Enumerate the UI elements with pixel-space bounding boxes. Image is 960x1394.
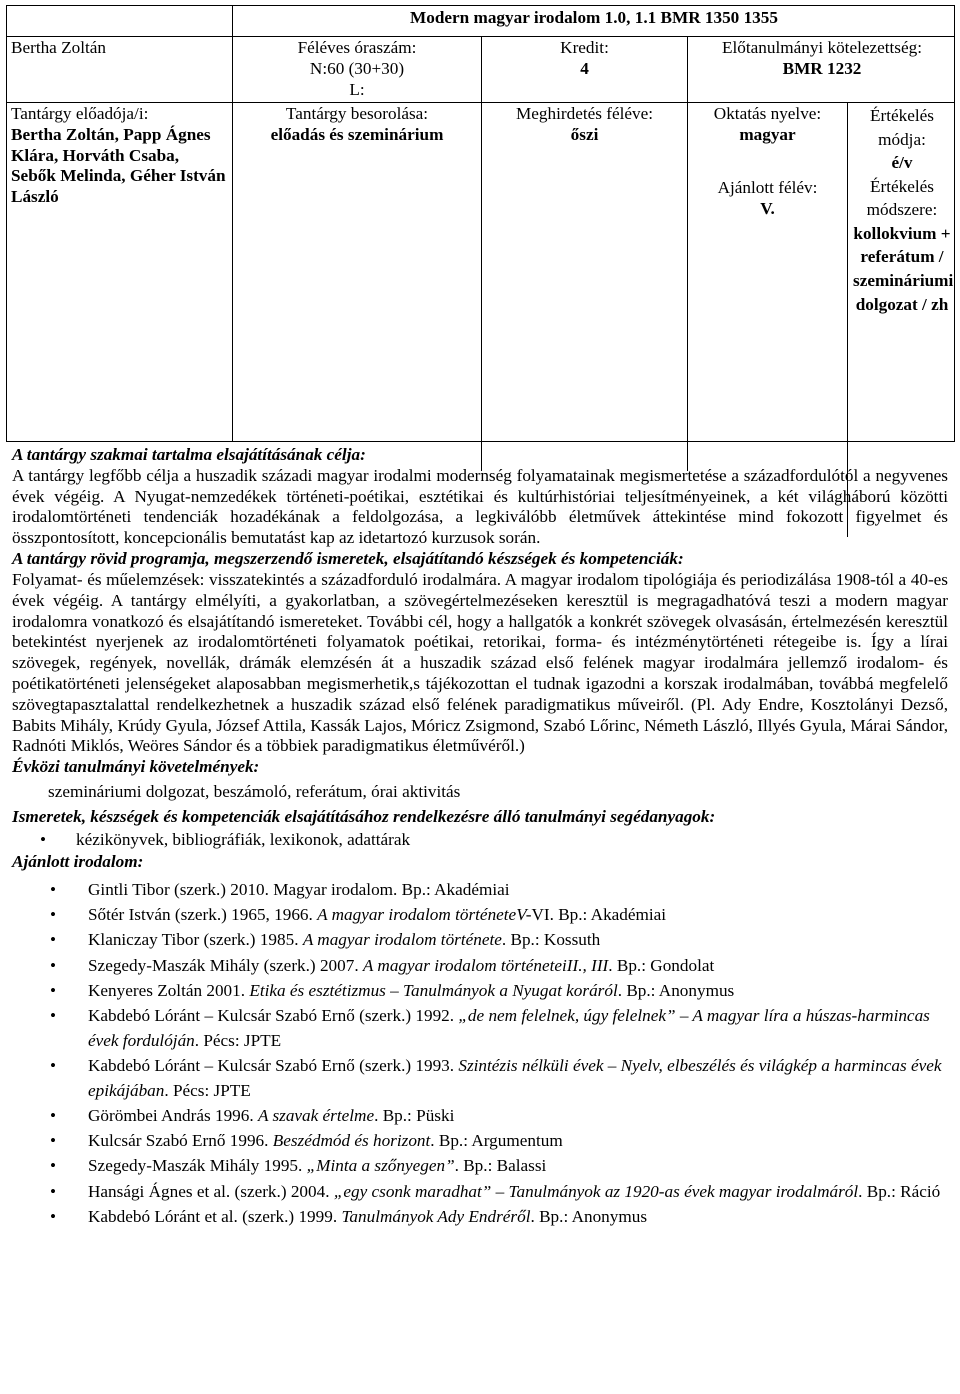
document-body: [12, 445, 948, 1229]
prereq-label: Előtanulmányi kötelezettség:: [722, 38, 922, 57]
literature-title: A szavak értelme: [257, 1106, 375, 1126]
literature-item: [12, 1128, 948, 1153]
literature-publisher: . Bp.: Kossuth: [501, 930, 601, 950]
literature-publisher: . Pécs: JPTE: [164, 1081, 251, 1101]
bullet-icon: •: [50, 1005, 57, 1025]
literature-item: [12, 927, 948, 952]
prereq-cell: [688, 38, 956, 80]
literature-title: Tanulmányok Ady Endréről: [341, 1206, 531, 1226]
eval-mode-value: é/v: [891, 153, 913, 173]
eval-method-value: kollokvium + referátum / szemináriumi dolgozat / zh: [853, 223, 954, 314]
literature-publisher: . Bp.: Püski: [374, 1106, 455, 1126]
requirements-text: szemináriumi dolgozat, beszámoló, referátum, órai aktivitás: [48, 782, 461, 801]
table-rule: [687, 36, 688, 471]
credit-value: 4: [580, 58, 589, 78]
hours-value: N:60 (30+30): [309, 58, 405, 78]
hours-l: L:: [349, 79, 365, 99]
presenters-label: Tantárgy előadója/i:: [11, 104, 149, 123]
resources-heading: Ismeretek, készségek és kompetenciák elsajátításához rendelkezésre álló tanulmányi segédanyagok:: [12, 806, 716, 826]
course-title: Modern magyar irodalom 1.0, 1.1 BMR 1350 1355: [410, 8, 778, 27]
bullet-icon: •: [50, 1056, 57, 1076]
literature-author: Sőtér István (szerk.) 1965, 1966.: [88, 905, 318, 925]
classification-value: előadás és szeminárium: [270, 124, 444, 144]
literature-publisher: . Bp.: Balassi: [454, 1156, 547, 1176]
requirements-heading: Évközi tanulmányi követelmények:: [12, 757, 260, 777]
literature-item: [12, 1153, 948, 1178]
program-text: Folyamat- és műelemzések: visszatekintés a századforduló irodalmára. A magyar irodalom tipológiája és periodizálása 1908-tól a 40-es évek végéig. A tantárgy elmélyíti, a gyakorlatban, a szövegértelmezéseken keresztül is megragadhatóvá teszi a modern magyar irodalomra vonatkozó és elsajátítandó ismereteket. További cél, hogy a hallgatók a konkrét szövegek olvasásán, értelmezésén keresztül betekintést nyerjenek az irodalomtörténeti folyamatok poétikai, retorikai, forma- és intézménytörténeti rétegeibe is. Így a lírai szövegek, regények, novellák, drámák elemzésén át a huszadik század első felének magyar irodalmára jellemző irodalom- és poétikatörténeti jelenségeket alaposabban megismerhetik,s tájékozottan el tudnak igazodni a korszak irodalmában, továbbá megfelelő szövegtapasztalattal rendelkezhetnek a huszadik század első felének paradigmatikus műveiről. (Pl. Ady Endre, Kosztolányi Dezső, Babits Mihály, Krúdy Gyula, József Attila, Kassák Lajos, Móricz Zsigmond, Szabó Lőrinc, Németh László, Illyés Gyula, Márai Sándor, Radnóti Miklós, Weöres Sándor és a többiek paradigmatikus életművéről.): [12, 569, 948, 756]
literature-author: Kulcsár Szabó Ernő 1996.: [88, 1131, 273, 1151]
bullet-icon: •: [50, 1156, 57, 1176]
language-label: Oktatás nyelve:: [713, 104, 822, 123]
presenters-value: Bertha Zoltán, Papp Ágnes Klára, Horváth Csaba, Sebők Melinda, Géher István László: [11, 124, 226, 207]
resources-item: kézikönyvek, bibliográfiák, lexikonok, adattárak: [76, 829, 411, 849]
literature-title: A magyar irodalom történeteiII., III: [362, 955, 609, 975]
language-cell: [688, 104, 847, 146]
literature-publisher: . Bp.: Akadémiai: [393, 880, 510, 900]
literature-item: [12, 902, 948, 927]
bullet-icon: •: [40, 829, 47, 849]
literature-publisher: . Bp.: Gondolat: [608, 955, 715, 975]
bullet-icon: •: [50, 955, 57, 975]
literature-title: Szintézis nélküli évek – Nyelv, elbeszélés és világkép a harmincas évek epikájában: [88, 1056, 942, 1101]
hours-cell: [233, 38, 481, 100]
hours-label: Féléves óraszám:: [297, 38, 417, 57]
lecturer-name: Bertha Zoltán: [11, 38, 106, 57]
literature-author: Kabdebó Lóránt – Kulcsár Szabó Ernő (szerk.) 1993.: [88, 1056, 459, 1076]
literature-author: Gintli Tibor (szerk.) 2010. Magyar irodalom: [88, 880, 394, 900]
literature-title: Beszédmód és horizont: [272, 1131, 431, 1151]
credit-label: Kredit:: [560, 38, 609, 57]
literature-publisher: . Bp.: Anonymus: [617, 980, 735, 1000]
semester-value: őszi: [570, 124, 599, 144]
bullet-icon: •: [50, 1206, 57, 1226]
literature-item: [12, 1003, 948, 1053]
bullet-icon: •: [50, 880, 57, 900]
literature-title: A magyar irodalom története: [302, 930, 502, 950]
literature-item: [12, 1103, 948, 1128]
bullet-icon: •: [50, 980, 57, 1000]
presenters-cell: [11, 104, 227, 208]
literature-publisher: . Pécs: JPTE: [194, 1030, 282, 1050]
literature-publisher: . Bp.: Anonymus: [530, 1206, 648, 1226]
literature-author: Kabdebó Lóránt – Kulcsár Szabó Ernő (szerk.) 1992.: [88, 1005, 459, 1025]
literature-author: Hansági Ágnes et al. (szerk.) 2004.: [88, 1181, 334, 1201]
bullet-icon: •: [50, 1106, 57, 1126]
eval-method-label: Értékelés módszere:: [866, 176, 938, 220]
program-heading: A tantárgy rövid programja, megszerzendő ismeretek, elsajátítandó készségek és kompetenciák:: [12, 549, 684, 569]
recommended-cell: [688, 178, 847, 220]
literature-title: A magyar irodalom történeteV-: [317, 905, 532, 925]
literature-item: [12, 877, 948, 902]
recommended-label: Ajánlott félév:: [717, 178, 818, 197]
literature-publisher: . Bp.: Argumentum: [430, 1131, 563, 1151]
bullet-icon: •: [50, 905, 57, 925]
literature-title: „de nem felelnek, úgy felelnek” – A magyar líra a húszas-harmincas évek fordulóján: [88, 1005, 930, 1050]
literature-author: Szegedy-Maszák Mihály 1995.: [88, 1156, 307, 1176]
table-rule: [481, 36, 482, 471]
bullet-icon: •: [50, 930, 57, 950]
recommended-value: V.: [760, 198, 775, 218]
language-value: magyar: [739, 124, 796, 144]
goal-text: A tantárgy legfőbb célja a huszadik századi magyar irodalmi modernség folyamatainak megismertetése a századfordulótól a negyvenes évek végéig. A Nyugat-nemzedékek történeti-poétikai, esztétikai és kultúrhistóriai teljesítményeinek, a két világháború közötti irodalomtörténeti tendenciák hozadékának a feldolgozása, a legkiválóbb életművek áttekintése mind fokozott figyelmet és összpontosított, koncepcionális bemutatást kap az idetartozó kurzusok során.: [12, 465, 948, 548]
literature-author: Kabdebó Lóránt et al. (szerk.) 1999.: [88, 1206, 342, 1226]
literature-author: Kenyeres Zoltán 2001.: [88, 980, 250, 1000]
literature-author: Görömbei András 1996.: [88, 1106, 258, 1126]
literature-title: „egy csonk maradhat” – Tanulmányok az 1920-as évek magyar irodalmáról: [333, 1181, 859, 1201]
credit-cell: [482, 38, 687, 80]
resources-list: [12, 830, 948, 851]
eval-mode-label: Értékelés módja:: [870, 106, 934, 149]
literature-title: „Minta a szőnyegen”: [306, 1156, 455, 1176]
literature-title: Etika és esztétizmus – Tanulmányok a Nyugat koráról: [249, 980, 618, 1000]
evaluation-cell: [853, 104, 954, 316]
prereq-value: BMR 1232: [782, 58, 862, 78]
literature-heading: Ajánlott irodalom:: [12, 852, 144, 872]
literature-item: [12, 978, 948, 1003]
literature-publisher: VI. Bp.: Akadémiai: [531, 905, 667, 925]
literature-item: [12, 1053, 948, 1103]
literature-author: Szegedy-Maszák Mihály (szerk.) 2007.: [88, 955, 363, 975]
semester-cell: [482, 104, 687, 146]
semester-label: Meghirdetés féléve:: [516, 104, 653, 123]
literature-publisher: . Bp.: Ráció: [858, 1181, 941, 1201]
classification-label: Tantárgy besorolása:: [285, 104, 429, 123]
bullet-icon: •: [50, 1181, 57, 1201]
literature-item: [12, 1179, 948, 1204]
literature-item: [12, 1204, 948, 1229]
list-item: [12, 830, 948, 851]
bullet-icon: •: [50, 1131, 57, 1151]
classification-cell: [233, 104, 481, 146]
goal-heading: A tantárgy szakmai tartalma elsajátításának célja:: [12, 445, 366, 464]
literature-author: Klaniczay Tibor (szerk.) 1985.: [88, 930, 303, 950]
course-info-table: [6, 5, 955, 442]
literature-list: [12, 877, 948, 1229]
literature-item: [12, 953, 948, 978]
